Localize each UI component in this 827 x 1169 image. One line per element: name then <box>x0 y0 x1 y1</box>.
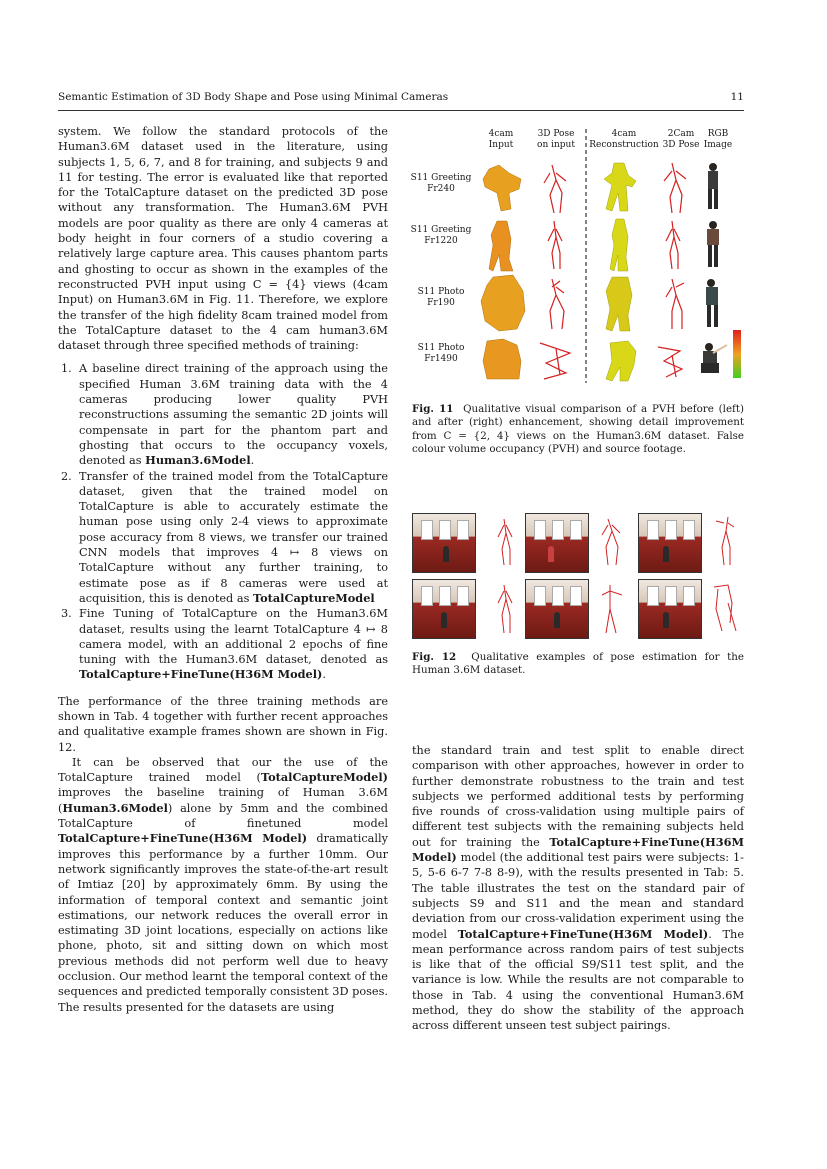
list-item: 2. Transfer of the trained model from the TotalCapture dataset, given that the trained model on TotalCapture is able to accurately estimate the human pose using only 2-4 views to approximate pose accuracy from 8 views, we transfer our trained CNN models that improves 4 ↦ 8 views on TotalCapture without any further training, to estimate pose as if 8 cameras were used at acquisition, this is denoted as TotalCaptureModel <box>61 469 388 605</box>
left-column <box>58 124 388 1015</box>
pose-skeleton <box>540 343 570 379</box>
rgb-person <box>701 343 727 373</box>
figure-11 <box>410 125 744 385</box>
pvh-blob <box>483 165 521 211</box>
pvh-blob <box>483 339 521 379</box>
pose-skeleton <box>666 279 684 329</box>
pose-skeleton <box>658 347 682 377</box>
pvh-reconstruction <box>606 277 632 331</box>
figure-12-caption: Fig. 12 Qualitative examples of pose estimation for the Human 3.6M dataset. <box>412 651 745 677</box>
figure-12-poses <box>412 513 744 641</box>
method-name: Human3.6Model <box>145 453 251 468</box>
page-number: 11 <box>730 91 744 103</box>
pvh-blob <box>481 275 525 331</box>
pose-skeleton <box>602 519 620 565</box>
rgb-person <box>707 221 719 267</box>
pose-skeleton <box>666 221 680 269</box>
figure-11-caption: Fig. 11 Qualitative visual comparison of a PVH before (left) and after (right) enhancement, showing detail improvement from C = {2, 4} views on the Human3.6M dataset. False colour volume occupancy (PVH) and source footage. <box>412 403 745 456</box>
list-number: 3. <box>61 607 72 621</box>
pvh-reconstruction <box>610 219 628 271</box>
training-methods-list <box>58 361 388 682</box>
row-label: S11 Photo Fr190 <box>417 287 465 308</box>
method-name: TotalCaptureModel <box>253 590 375 605</box>
caption-label: Fig. 11 <box>412 403 454 415</box>
caption-label: Fig. 12 <box>412 651 457 663</box>
running-title: Semantic Estimation of 3D Body Shape and Pose using Minimal Cameras <box>58 91 449 103</box>
pvh-reconstruction <box>606 341 636 381</box>
method-name: TotalCapture+FineTune(H36M Model) <box>79 667 323 682</box>
observation-paragraph: It can be observed that our the use of the TotalCapture trained model (TotalCaptureModel) improves the baseline training of Human 3.6M (Human3.6Model) alone by 5mm and the combined TotalCapture of finetuned model TotalCapture+FineTune(H36M Model) dramatically improves this performance by a further 10mm. Our network significantly improves the state-of-the-art result of Imtiaz [20] by approximately 6mm. By using the information of temporal context and semantic joint estimations, our network reduces the overall error in estimating 3D joint locations, especially on actions like phone, photo, sit and sitting down on which most previous methods did not perform well due to heavy occlusion. Our method learnt the temporal context of the sequences and predicted temporally consistent 3D poses. The results presented for the datasets are using <box>58 755 389 1014</box>
pose-skeleton <box>498 519 512 565</box>
row-label: S11 Greeting Fr1220 <box>410 225 472 246</box>
list-number: 2. <box>61 469 72 483</box>
pose-skeleton <box>664 163 686 213</box>
pose-skeleton <box>550 279 564 329</box>
header-rule <box>58 110 744 111</box>
col-header-2cam-3d-pose: 2Cam 3D Pose <box>662 129 700 150</box>
pose-skeleton <box>716 517 734 565</box>
list-number: 1. <box>61 362 72 376</box>
pvh-reconstruction <box>604 163 636 211</box>
row-label: S11 Greeting Fr240 <box>410 173 472 194</box>
pose-skeleton <box>498 585 512 633</box>
right-column <box>412 743 744 1034</box>
col-header-4cam-input: 4cam Input <box>488 129 514 150</box>
performance-paragraph: The performance of the three training methods are shown in Tab. 4 together with further recent approaches and qualitative example frames shown are shown in Fig. 12. <box>58 694 388 754</box>
col-header-3d-pose-input: 3D Pose on input <box>537 129 575 150</box>
figure-12 <box>412 513 744 641</box>
pose-skeleton <box>602 585 622 633</box>
list-item: 3. Fine Tuning of TotalCapture on the Human3.6M dataset, results using the learnt TotalCapture 4 ↦ 8 camera model, with an additional 2 epochs of fine tuning with the Human3.6M dataset, denoted as TotalCapture+FineTune(H36M Model). <box>61 607 388 682</box>
cross-validation-paragraph: the standard train and test split to enable direct comparison with other approaches, however in order to further demonstrate robustness to the train and test subjects we performed additional tests by performing five rounds of cross-validation using multiple pairs of different test subjects with the remaining subjects held out for training the TotalCapture+FineTune(H36M Model) model (the additional test pairs were subjects: 1-5, 5-6 6-7 7-8 8-9), with the results presented in Tab: 5. The table illustrates the test on the standard pair of subjects S9 and S11 and the mean and standard deviation from our cross-validation experiment using the model TotalCapture+FineTune(H36M Model). The mean performance across random pairs of test subjects is like that of the official S9/S11 test split, and the variance is low. While the results are not comparable to those in Tab. 4 using the conventional Human3.6M method, they do show the stability of the approach across different unseen test subject pairings. <box>412 744 745 1033</box>
rgb-person <box>706 279 718 327</box>
col-header-rgb-image: RGB Image <box>703 129 733 150</box>
intro-paragraph: system. We follow the standard protocols of the Human3.6M dataset used in the literature, using subjects 1, 5, 6, 7, and 8 for training, and subjects 9 and 11 for testing. The error is evaluated like that reported for the TotalCapture dataset on the predicted 3D pose without any transformation. The Human3.6M PVH models are poor quality as there are only 4 cameras at body height in four corners of a studio covering a relatively large capture area. This causes phantom parts and ghosting to occur as shown in the examples of the reconstructed PVH input using C = {4} views (4cam Input) on Human3.6M in Fig. 11. Therefore, we explore the transfer of the high fidelity 8cam trained model from the TotalCapture dataset to the 4 cam human3.6M dataset through three specified methods of training: <box>58 125 388 353</box>
col-header-4cam-reconstruction: 4cam Reconstruction <box>589 129 659 150</box>
pose-skeleton <box>714 585 736 631</box>
pvh-blob <box>489 221 513 271</box>
row-label: S11 Photo Fr1490 <box>417 343 465 364</box>
list-item: 1. A baseline direct training of the approach using the specified Human 3.6M training data with the 4 cameras producing lower quality PVH reconstructions assuming the semantic 2D joints will compensate in part for the phantom part and ghosting that occurs to the occupancy voxels, denoted as Human3.6Model. <box>61 362 388 468</box>
pose-skeleton <box>548 221 562 269</box>
pose-skeleton <box>544 165 566 213</box>
rgb-person <box>708 163 718 209</box>
